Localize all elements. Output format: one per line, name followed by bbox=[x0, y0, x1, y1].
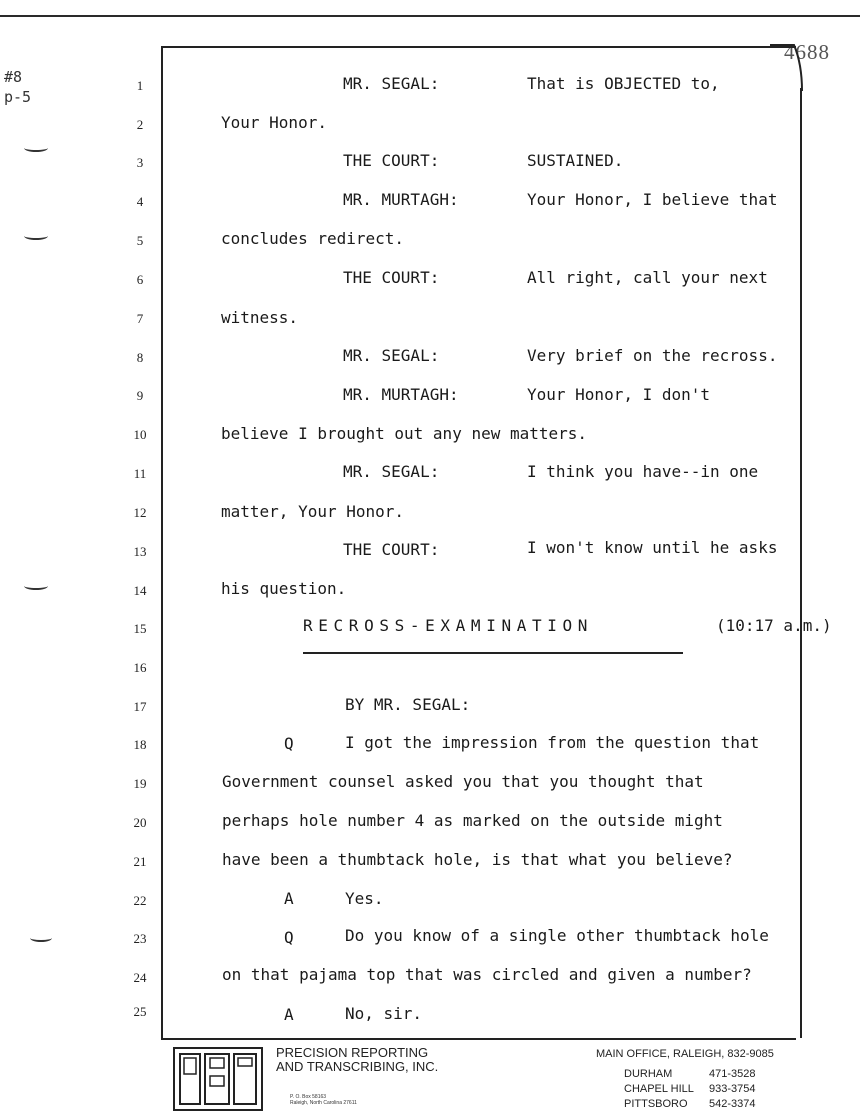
line-text: That is OBJECTED to, bbox=[527, 74, 720, 93]
line-number: 11 bbox=[133, 466, 147, 481]
margin-note-page: p-5 bbox=[4, 88, 32, 106]
line-text: Your Honor, I don't bbox=[527, 385, 711, 404]
margin-note-exhibit: #8 bbox=[4, 68, 23, 86]
company-address bbox=[290, 1094, 357, 1106]
line-text: Your Honor, I believe that bbox=[527, 190, 778, 209]
line-text: Yes. bbox=[345, 889, 384, 908]
line-text: Government counsel asked you that you thought that bbox=[222, 772, 704, 791]
section-heading-underline bbox=[303, 652, 683, 654]
line-text: witness. bbox=[221, 308, 299, 327]
margin-scratch-mark bbox=[24, 582, 48, 590]
line-number: 13 bbox=[133, 544, 147, 559]
company-city: Raleigh, North Carolina 27611 bbox=[290, 1100, 357, 1106]
line-number: 20 bbox=[133, 815, 147, 830]
speaker-label: MR. SEGAL: bbox=[343, 346, 440, 365]
line-number: 22 bbox=[133, 893, 147, 908]
line-number: 8 bbox=[136, 350, 144, 365]
line-number: 15 bbox=[133, 621, 147, 636]
speaker-label: MR. SEGAL: bbox=[343, 74, 440, 93]
line-text: All right, call your next bbox=[527, 268, 768, 287]
line-number: 1 bbox=[136, 78, 144, 93]
qa-marker: A bbox=[284, 1005, 294, 1024]
phone-number: 933-3754 bbox=[709, 1083, 756, 1095]
qa-marker: A bbox=[284, 889, 294, 908]
line-number: 19 bbox=[133, 776, 147, 791]
company-name-line1: PRECISION REPORTING bbox=[276, 1045, 429, 1060]
qa-marker: Q bbox=[284, 928, 294, 947]
line-number: 2 bbox=[136, 117, 144, 132]
company-pobox: P. O. Box 58163 bbox=[290, 1094, 327, 1100]
line-number: 16 bbox=[133, 660, 147, 675]
line-text: Do you know of a single other thumbtack hole bbox=[345, 926, 769, 945]
phone-city: DURHAM bbox=[624, 1068, 673, 1080]
qa-marker: Q bbox=[284, 734, 294, 753]
line-number: 23 bbox=[133, 931, 147, 946]
company-logo bbox=[172, 1046, 264, 1112]
line-number: 21 bbox=[133, 854, 147, 869]
speaker-label: THE COURT: bbox=[343, 151, 440, 170]
line-number: 25 bbox=[133, 1004, 147, 1019]
line-text: I think you have--in one bbox=[527, 462, 759, 481]
company-name-line2: AND TRANSCRIBING, INC. bbox=[276, 1059, 439, 1074]
page-number: 4688 bbox=[784, 40, 830, 64]
margin-scratch-mark bbox=[30, 934, 52, 942]
line-number: 24 bbox=[133, 970, 147, 985]
top-rule bbox=[0, 15, 860, 17]
line-text: Very brief on the recross. bbox=[527, 346, 778, 365]
line-text: matter, Your Honor. bbox=[221, 502, 405, 521]
transcript-frame-right-edge bbox=[800, 88, 802, 1038]
phone-city: PITTSBORO bbox=[624, 1098, 688, 1110]
examiner-label: BY MR. SEGAL: bbox=[345, 695, 471, 714]
line-text: No, sir. bbox=[345, 1004, 423, 1023]
phone-number: 542-3374 bbox=[709, 1098, 756, 1110]
speaker-label: MR. MURTAGH: bbox=[343, 385, 459, 404]
line-number: 7 bbox=[136, 311, 144, 326]
speaker-label: MR. SEGAL: bbox=[343, 462, 440, 481]
line-text: SUSTAINED. bbox=[527, 151, 624, 170]
speaker-label: THE COURT: bbox=[343, 540, 440, 559]
line-number: 3 bbox=[136, 155, 144, 170]
section-time: (10:17 a.m.) bbox=[716, 616, 832, 635]
line-number: 6 bbox=[136, 272, 144, 287]
line-number: 12 bbox=[133, 505, 147, 520]
line-text: Your Honor. bbox=[221, 113, 327, 132]
line-text: on that pajama top that was circled and given a number? bbox=[222, 965, 752, 984]
folded-corner-mark bbox=[770, 44, 804, 92]
line-text: have been a thumbtack hole, is that what you believe? bbox=[222, 850, 733, 869]
phone-number: 471-3528 bbox=[709, 1068, 756, 1080]
margin-scratch-mark bbox=[24, 232, 48, 240]
line-text: I won't know until he asks bbox=[527, 538, 778, 557]
line-text: I got the impression from the question that bbox=[345, 733, 760, 752]
line-text: his question. bbox=[221, 579, 347, 598]
line-number: 9 bbox=[136, 388, 144, 403]
line-number: 10 bbox=[133, 427, 147, 442]
speaker-label: MR. MURTAGH: bbox=[343, 190, 459, 209]
line-number: 14 bbox=[133, 583, 147, 598]
line-number: 17 bbox=[133, 699, 147, 714]
line-text: concludes redirect. bbox=[221, 229, 405, 248]
section-heading: R E C R O S S - E X A M I N A T I O N bbox=[303, 616, 588, 635]
line-number: 4 bbox=[136, 194, 144, 209]
line-text: perhaps hole number 4 as marked on the outside might bbox=[222, 811, 723, 830]
main-office: MAIN OFFICE, RALEIGH, 832-9085 bbox=[596, 1048, 774, 1060]
phone-city: CHAPEL HILL bbox=[624, 1083, 694, 1095]
margin-scratch-mark bbox=[24, 144, 48, 152]
line-text: believe I brought out any new matters. bbox=[221, 424, 588, 443]
line-number: 5 bbox=[136, 233, 144, 248]
speaker-label: THE COURT: bbox=[343, 268, 440, 287]
company-name bbox=[276, 1046, 438, 1074]
line-number: 18 bbox=[133, 737, 147, 752]
